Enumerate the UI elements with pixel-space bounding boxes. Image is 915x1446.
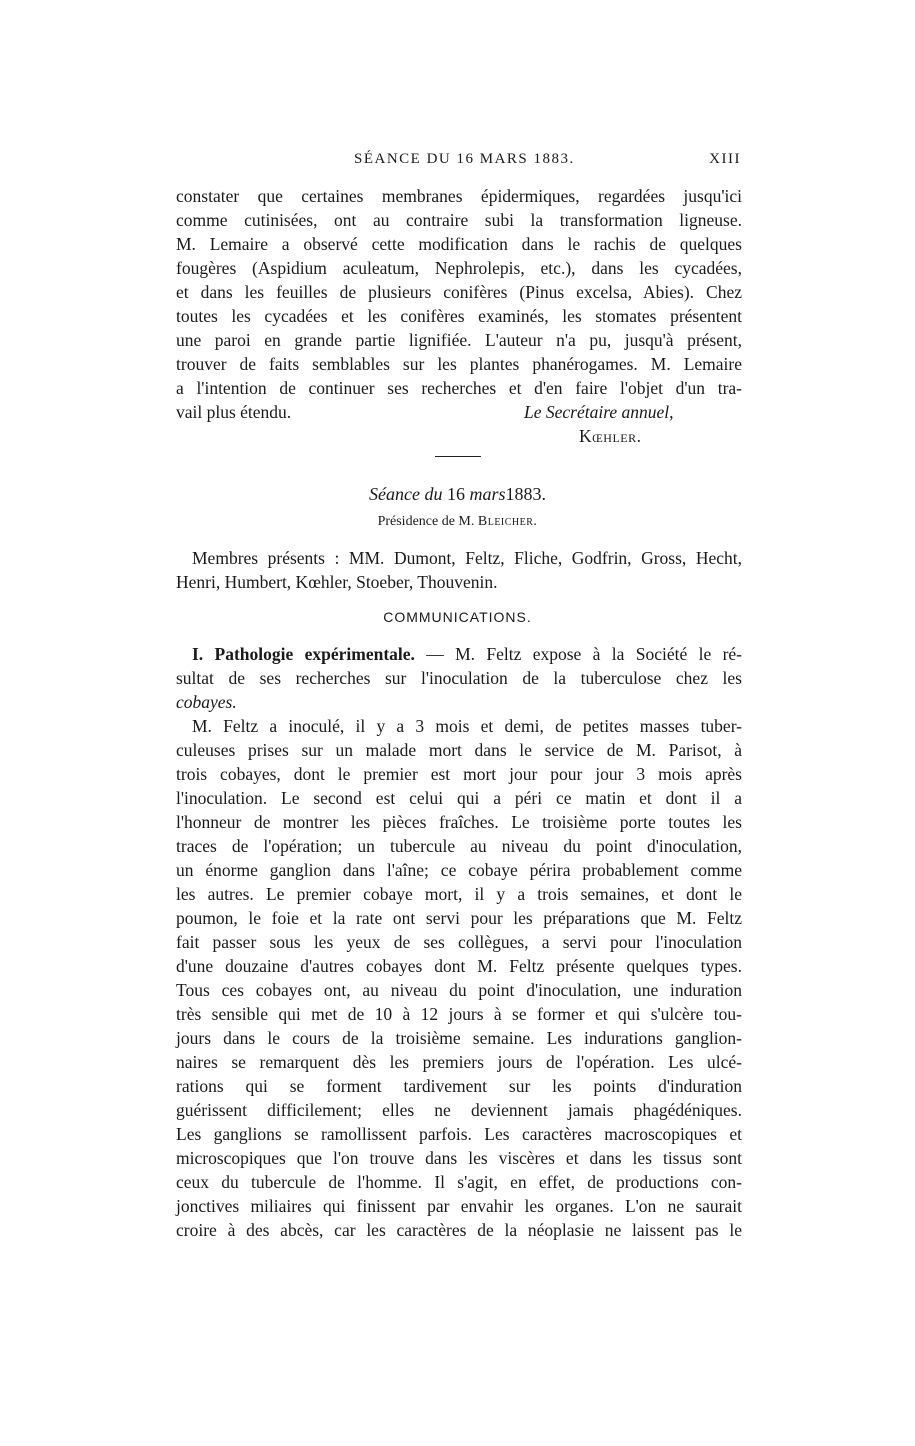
text-line: fougères (Aspidium aculeatum, Nephrolepis, etc.), dans les cycadées, [176,258,742,278]
text-line: microscopiques que l'on trouve dans les viscères et dans les tissus sont [176,1148,742,1168]
presidence-name: Bleicher. [477,514,538,529]
session-title [0,484,915,505]
text-line: guérissent difficilement; elles ne deviennent jamais phagédéniques. [176,1100,742,1120]
text-line: toutes les cycadées et les conifères examinés, les stomates présentent [176,306,742,326]
text-line: croire à des abcès, car les caractères de la néoplasie ne laissent pas le [176,1220,742,1240]
text-line: et dans les feuilles de plusieurs conifères (Pinus excelsa, Abies). Chez [176,282,742,302]
text-line: a l'intention de continuer ses recherches et d'en faire l'objet d'un tra- [176,378,742,398]
session-title-month: mars [469,484,506,504]
session-title-day: 16 [446,484,465,504]
session-title-a: Séance du [369,484,443,504]
section-heading-line [176,642,742,666]
text-line-last: vail plus étendu. [176,402,292,422]
text-line: trois cobayes, dont le premier est mort jour pour jour 3 mois après [176,764,742,784]
text-line: l'inoculation. Le second est celui qui a péri ce matin et dont il a [176,788,742,808]
text-line: trouver de faits semblables sur les plantes phanérogames. M. Lemaire [176,354,742,374]
paragraph-lemaire [176,184,742,446]
text-line: jours dans le cours de la troisième semaine. Les indurations ganglion- [176,1028,742,1048]
section-pathologie [176,642,742,714]
session-title-year: 1883. [505,484,546,504]
members-line: Henri, Humbert, Kœhler, Stoeber, Thouvenin. [176,572,498,592]
text-line: Les ganglions se ramollissent parfois. Les caractères macroscopiques et [176,1124,742,1144]
communications-heading: COMMUNICATIONS. [383,609,532,625]
members-paragraph [176,546,742,594]
presidence-label: Présidence de M. [377,514,475,529]
section-heading-rest: — M. Feltz expose à la Société le ré- [414,644,742,664]
text-line: d'une douzaine d'autres cobayes dont M. Feltz présente quelques types. [176,956,742,976]
text-line: culeuses prises sur un malade mort dans le service de M. Parisot, à [176,740,742,760]
text-line: très sensible qui met de 10 à 12 jours à se former et qui s'ulcère tou- [176,1004,742,1024]
text-line: fait passer sous les yeux de ses collègues, a servi pour l'inoculation [176,932,742,952]
text-line: un énorme ganglion dans l'aîne; ce cobaye périra probablement comme [176,860,742,880]
running-title: SÉANCE DU 16 MARS 1883. [354,151,575,167]
text-line: ceux du tubercule de l'homme. Il s'agit, en effet, de productions con- [176,1172,742,1192]
text-line: naires se remarquent dès les premiers jours de l'opération. Les ulcé- [176,1052,742,1072]
page-number: XIII [709,151,741,167]
signature-name: Kœhler. [579,426,642,446]
members-line: Membres présents : MM. Dumont, Feltz, Fliche, Godfrin, Gross, Hecht, [192,548,742,568]
text-line: Tous ces cobayes ont, au niveau du point d'inoculation, une induration [176,980,742,1000]
text-line: comme cutinisées, ont au contraire subi la transformation ligneuse. [176,210,742,230]
signature-title: Le Secrétaire annuel, [524,402,674,422]
text-line: constater que certaines membranes épidermiques, regardées jusqu'ici [176,186,742,206]
text-line-last: cobayes. [176,692,237,712]
text-line: une paroi en grande partie lignifiée. L'auteur n'a pu, jusqu'à présent, [176,330,742,350]
paragraph-feltz [176,714,742,1242]
text-line: l'honneur de montrer les pièces fraîches. Le troisième porte toutes les [176,812,742,832]
signature-block [176,400,742,446]
text-line: M. Lemaire a observé cette modification dans le rachis de quelques [176,234,742,254]
section-divider [435,456,481,457]
text-line: sultat de ses recherches sur l'inoculation de la tuberculose chez les [176,668,742,688]
presidence-line [0,514,915,530]
section-heading: I. Pathologie expérimentale. [192,644,415,664]
text-line: poumon, le foie et la rate ont servi pour les préparations que M. Feltz [176,908,742,928]
text-line: traces de l'opération; un tubercule au niveau du point d'inoculation, [176,836,742,856]
text-line: rations qui se forment tardivement sur les points d'induration [176,1076,742,1096]
text-line: M. Feltz a inoculé, il y a 3 mois et demi, de petites masses tuber- [192,716,742,736]
text-line: les autres. Le premier cobaye mort, il y a trois semaines, et dont le [176,884,742,904]
text-line: jonctives miliaires qui finissent par envahir les organes. L'on ne saurait [176,1196,742,1216]
